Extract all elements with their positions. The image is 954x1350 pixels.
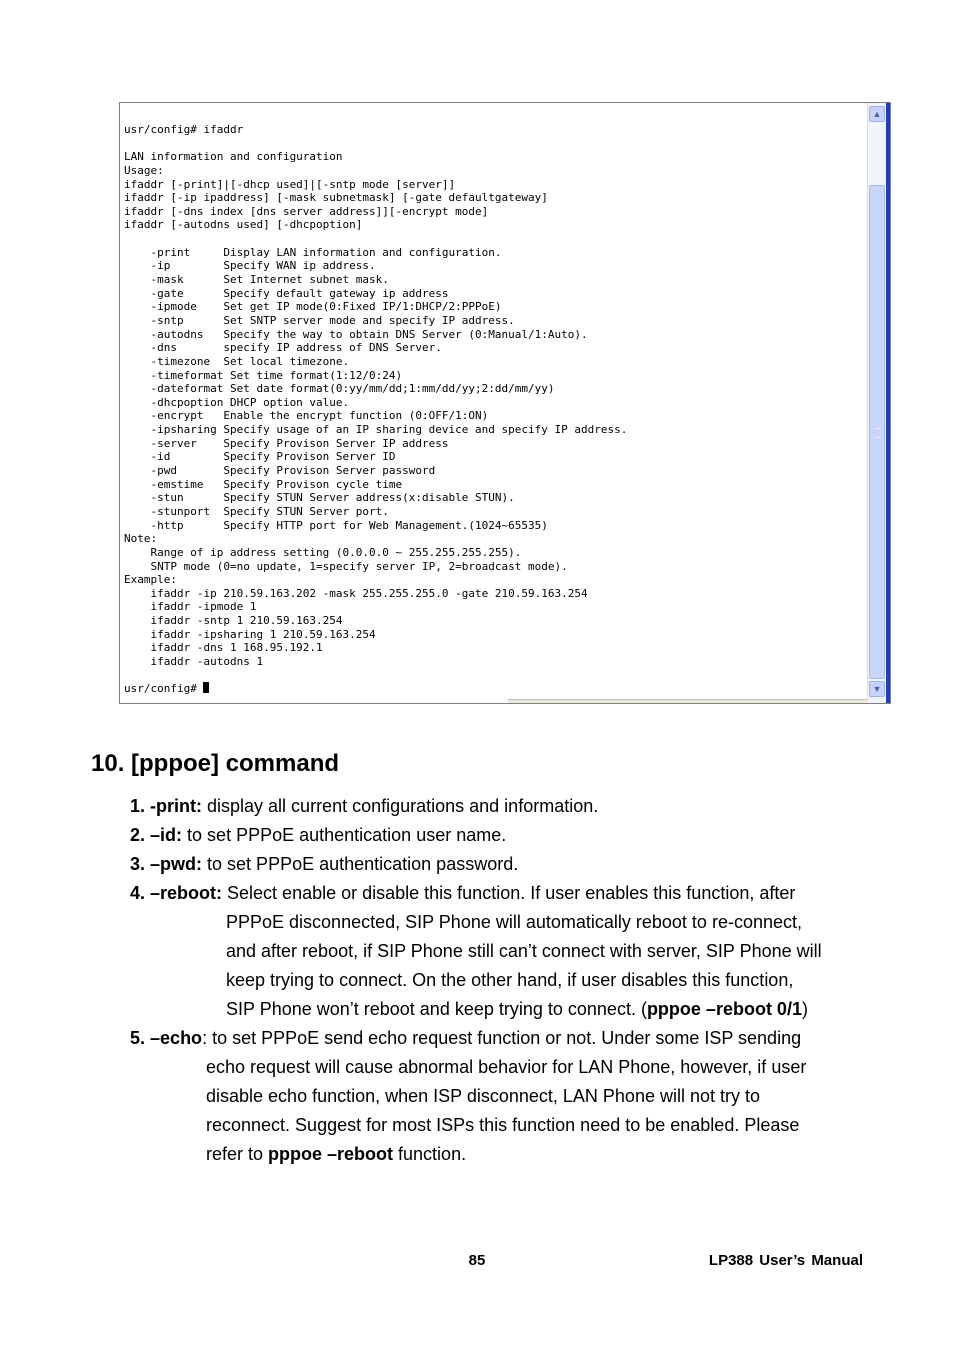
item-number: 1. (130, 796, 146, 816)
terminal-line: SNTP mode (0=no update, 1=specify server IP, 2=broadcast mode). (124, 559, 568, 573)
prompt-text: usr/config# (124, 682, 204, 696)
item-number: 2. (130, 825, 146, 845)
item-number: 5. (130, 1028, 146, 1048)
terminal-line: ifaddr -dns 1 168.95.192.1 (124, 641, 323, 655)
description-text: refer to (206, 1144, 269, 1164)
terminal-window (119, 102, 891, 704)
item-number: 3. (130, 854, 146, 874)
option-name: –echo (150, 1028, 203, 1048)
description-line: and after reboot, if SIP Phone still can’t connect with server, SIP Phone will (226, 941, 822, 961)
terminal-line: -dateformat Set date format(0:yy/mm/dd;1:mm/dd/yy;2:dd/mm/yy) (124, 382, 555, 396)
option-description: : to set PPPoE send echo request function or not. Under some ISP sending (202, 1028, 802, 1048)
command-example: pppoe –reboot 0/1 (646, 999, 802, 1019)
terminal-line: ifaddr [-ip ipaddress] [-mask subnetmask] [-gate defaultgateway] (124, 191, 548, 205)
description-text: ) (801, 999, 808, 1019)
terminal-line: ifaddr -ipmode 1 (124, 600, 257, 614)
grip-icon (874, 428, 881, 438)
vertical-scrollbar[interactable] (867, 103, 886, 703)
terminal-line: Usage: (124, 163, 164, 177)
terminal-line (124, 669, 864, 683)
terminal-line: -dns specify IP address of DNS Server. (124, 341, 442, 355)
status-bar (508, 699, 868, 703)
terminal-line: LAN information and configuration (124, 150, 343, 164)
option-name: -print: (150, 796, 203, 816)
command-reference: pppoe –reboot (268, 1144, 394, 1164)
list-item-pwd (0, 850, 954, 879)
manual-title: LP388 User’s Manual (708, 1252, 863, 1269)
option-description: to set PPPoE authentication password. (202, 854, 519, 874)
option-name: –id: (150, 825, 183, 845)
list-item-id (0, 821, 954, 850)
item-number: 4. (130, 883, 146, 903)
list-item-reboot (0, 879, 954, 1024)
terminal-line: -stunport Specify STUN Server port. (124, 504, 389, 518)
terminal-line: Example: (124, 573, 177, 587)
option-name: –reboot: (150, 883, 223, 903)
terminal-line: Note: (124, 532, 158, 546)
terminal-line: -server Specify Provison Server IP address (124, 436, 449, 450)
terminal-line: -print Display LAN information and configuration. (124, 245, 502, 259)
option-description: to set PPPoE authentication user name. (182, 825, 507, 845)
terminal-line: -sntp Set SNTP server mode and specify IP address. (124, 313, 515, 327)
terminal-output (124, 123, 864, 696)
terminal-line: -encrypt Enable the encrypt function (0:OFF/1:ON) (124, 409, 489, 423)
window-frame (886, 103, 890, 703)
terminal-line (124, 137, 864, 151)
description-text: SIP Phone won’t reboot and keep trying to connect. ( (226, 999, 647, 1019)
description-line: keep trying to connect. On the other hand, if user disables this function, (226, 970, 794, 990)
description-line: reconnect. Suggest for most ISPs this function need to be enabled. Please (206, 1115, 800, 1135)
scrollbar-thumb[interactable] (869, 185, 885, 679)
terminal-line: -emstime Specify Provison cycle time (124, 477, 403, 491)
section-heading: 10. [pppoe] command (91, 750, 340, 777)
terminal-line: -http Specify HTTP port for Web Management.(1024~65535) (124, 518, 548, 532)
list-item-print (0, 792, 954, 821)
terminal-line: ifaddr -autodns 1 (124, 654, 264, 668)
terminal-line (124, 232, 864, 246)
terminal-line: -ipsharing Specify usage of an IP sharing device and specify IP address. (124, 423, 628, 437)
terminal-line: -gate Specify default gateway ip address (124, 286, 449, 300)
terminal-line: ifaddr -sntp 1 210.59.163.254 (124, 614, 343, 628)
terminal-line: -dhcpoption DHCP option value. (124, 395, 350, 409)
terminal-line: usr/config# ifaddr (124, 123, 244, 136)
terminal-line: ifaddr -ipsharing 1 210.59.163.254 (124, 627, 376, 641)
terminal-line: ifaddr [-print]|[-dhcp used]|[-sntp mode [server]] (124, 177, 456, 191)
description-line (0, 995, 954, 1024)
terminal-line: -autodns Specify the way to obtain DNS Server (0:Manual/1:Auto). (124, 327, 588, 341)
scroll-up-icon[interactable]: ▲ (869, 106, 885, 122)
description-line: echo request will cause abnormal behavior for LAN Phone, however, if user (206, 1057, 807, 1077)
terminal-prompt[interactable] (124, 682, 864, 696)
description-line: disable echo function, when ISP disconnect, LAN Phone will not try to (206, 1086, 760, 1106)
description-line (0, 1140, 954, 1169)
command-option-list (0, 792, 954, 1169)
cursor-icon (203, 682, 209, 693)
terminal-line: Range of ip address setting (0.0.0.0 ~ 255.255.255.255). (124, 545, 522, 559)
scroll-down-icon[interactable]: ▼ (869, 681, 885, 697)
terminal-line: ifaddr -ip 210.59.163.202 -mask 255.255.255.0 -gate 210.59.163.254 (124, 586, 588, 600)
terminal-line: ifaddr [-autodns used] [-dhcpoption] (124, 218, 363, 232)
terminal-line: -mask Set Internet subnet mask. (124, 273, 389, 287)
terminal-line: ifaddr [-dns index [dns server address]][-encrypt mode] (124, 204, 489, 218)
terminal-line: -id Specify Provison Server ID (124, 450, 396, 464)
option-description: Select enable or disable this function. If user enables this function, after (222, 883, 796, 903)
terminal-line: -ipmode Set get IP mode(0:Fixed IP/1:DHCP/2:PPPoE) (124, 300, 502, 314)
terminal-line: -ip Specify WAN ip address. (124, 259, 376, 273)
page-number-text: 85 (468, 1252, 486, 1269)
description-line: PPPoE disconnected, SIP Phone will automatically reboot to re-connect, (226, 912, 802, 932)
option-description: display all current configurations and information. (202, 796, 599, 816)
option-name: –pwd: (150, 854, 203, 874)
terminal-line: -timezone Set local timezone. (124, 354, 350, 368)
description-text: function. (393, 1144, 467, 1164)
terminal-line: -stun Specify STUN Server address(x:disable STUN). (124, 491, 515, 505)
list-item-echo (0, 1024, 954, 1169)
terminal-line: -pwd Specify Provison Server password (124, 464, 436, 478)
terminal-line: -timeformat Set time format(1:12/0:24) (124, 368, 403, 382)
